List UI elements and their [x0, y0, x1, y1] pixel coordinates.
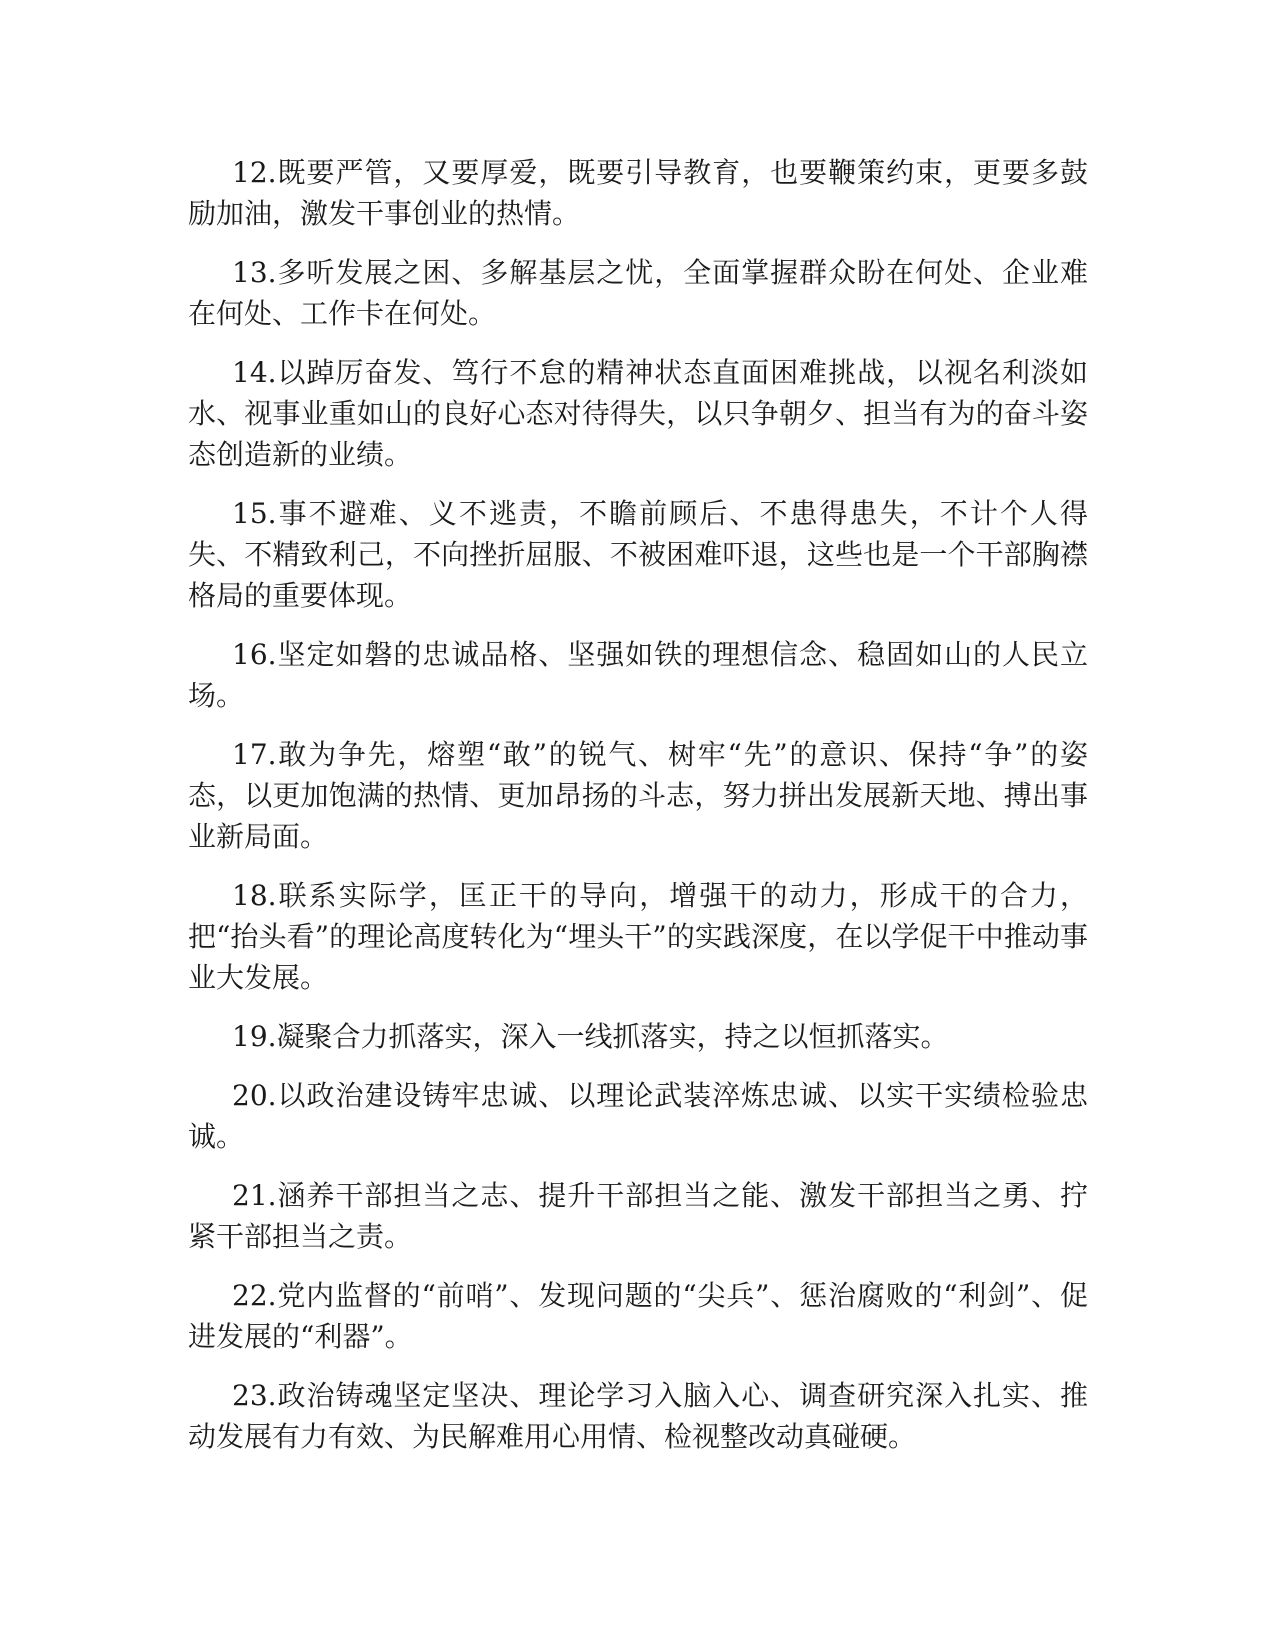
paragraph-23: 23.政治铸魂坚定坚决、理论学习入脑入心、调查研究深入扎实、推动发展有力有效、为民解难用心用情、检视整改动真碰硬。	[188, 1379, 1088, 1453]
paragraph-12: 12.既要严管，又要厚爱，既要引导教育，也要鞭策约束，更要多鼓励加油，激发干事创业的热情。	[188, 156, 1088, 230]
document-body	[188, 152, 1088, 1475]
paragraph-14: 14.以踔厉奋发、笃行不怠的精神状态直面困难挑战，以视名利淡如水、视事业重如山的良好心态对待得失，以只争朝夕、担当有为的奋斗姿态创造新的业绩。	[188, 356, 1088, 471]
paragraph-22: 22.党内监督的“前哨”、发现问题的“尖兵”、惩治腐败的“利剑”、促进发展的“利器”。	[188, 1279, 1088, 1353]
paragraph-16: 16.坚定如磐的忠诚品格、坚强如铁的理想信念、稳固如山的人民立场。	[188, 638, 1088, 712]
paragraph-17: 17.敢为争先，熔塑“敢”的锐气、树牢“先”的意识、保持“争”的姿态，以更加饱满的热情、更加昂扬的斗志，努力拼出发展新天地、搏出事业新局面。	[188, 738, 1088, 853]
paragraph-21: 21.涵养干部担当之志、提升干部担当之能、激发干部担当之勇、拧紧干部担当之责。	[188, 1179, 1088, 1253]
paragraph-18: 18.联系实际学，匡正干的导向，增强干的动力，形成干的合力，把“抬头看”的理论高度转化为“埋头干”的实践深度，在以学促干中推动事业大发展。	[188, 879, 1088, 994]
paragraph-13: 13.多听发展之困、多解基层之忧，全面掌握群众盼在何处、企业难在何处、工作卡在何处。	[188, 256, 1088, 330]
paragraph-15: 15.事不避难、义不逃责，不瞻前顾后、不患得患失，不计个人得失、不精致利己，不向挫折屈服、不被困难吓退，这些也是一个干部胸襟格局的重要体现。	[188, 497, 1088, 612]
paragraph-20: 20.以政治建设铸牢忠诚、以理论武装淬炼忠诚、以实干实绩检验忠诚。	[188, 1079, 1088, 1153]
paragraph-19: 19.凝聚合力抓落实，深入一线抓落实，持之以恒抓落实。	[232, 1020, 949, 1053]
